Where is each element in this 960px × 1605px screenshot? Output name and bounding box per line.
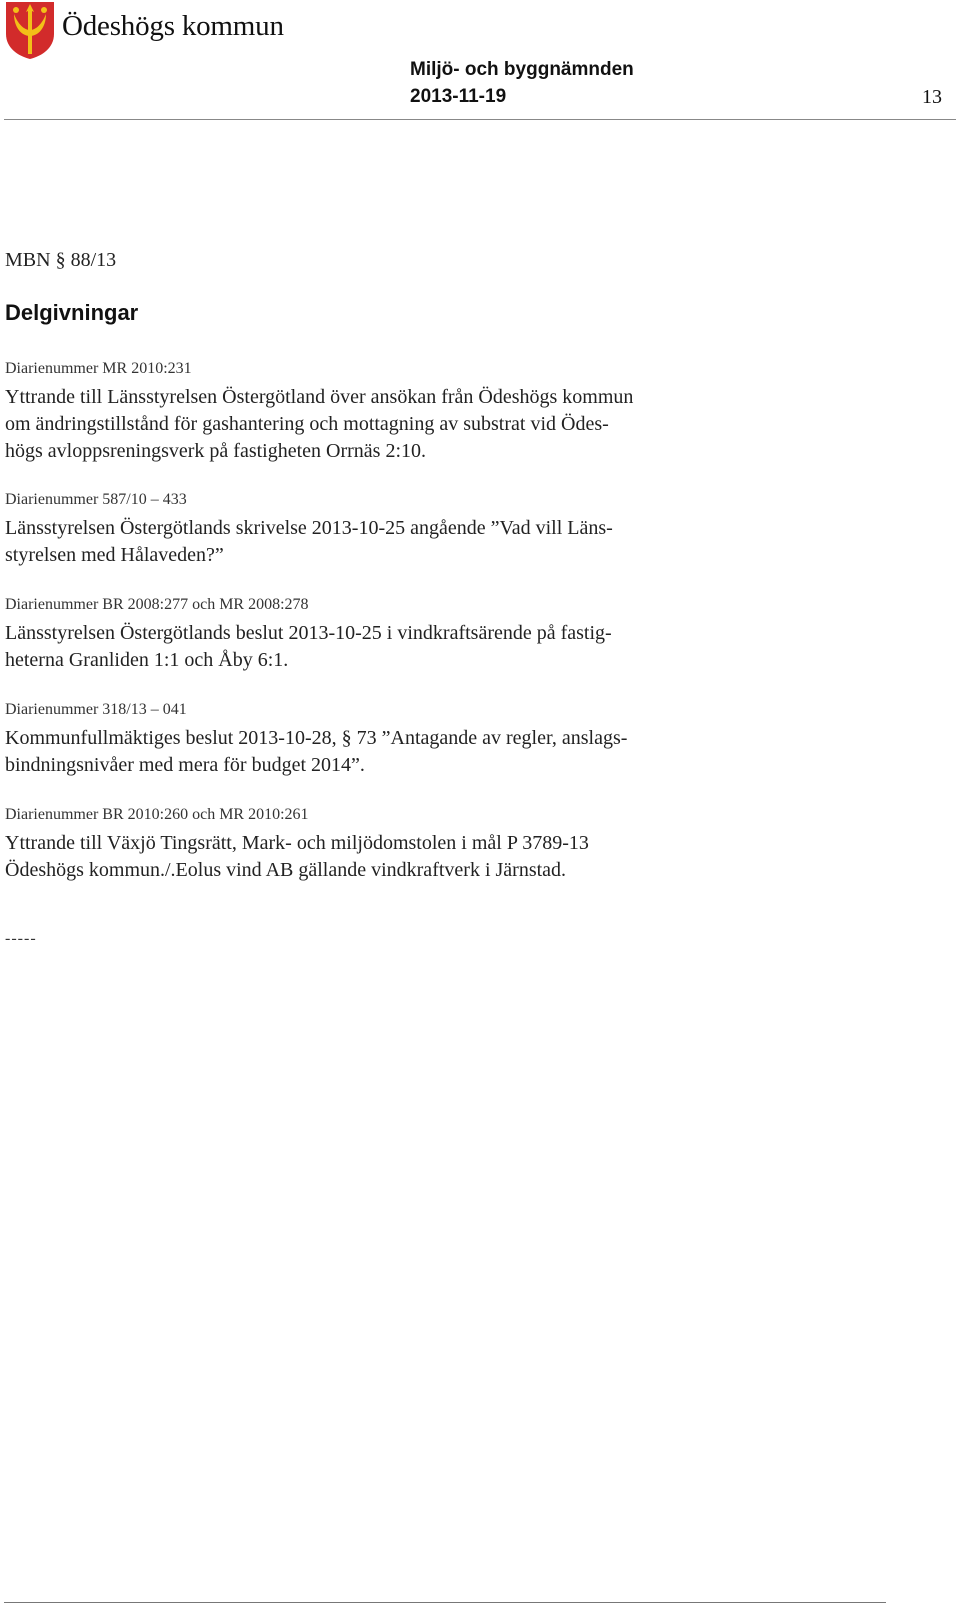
coat-of-arms-icon bbox=[4, 0, 56, 60]
notification-item bbox=[5, 805, 765, 884]
item-text bbox=[5, 830, 765, 884]
item-diarienummer: Diarienummer 318/13 – 041 bbox=[5, 701, 187, 718]
item-line: Länsstyrelsen Östergötlands skrivelse 2013-10-25 angående ”Vad vill Läns- bbox=[5, 517, 613, 539]
item-diarienummer: Diarienummer BR 2010:260 och MR 2010:261 bbox=[5, 806, 309, 823]
item-line: Yttrande till Växjö Tingsrätt, Mark- och miljödomstolen i mål P 3789-13 bbox=[5, 832, 589, 854]
page-number: 13 bbox=[922, 86, 942, 108]
item-text bbox=[5, 384, 765, 465]
page-title: Delgivningar bbox=[5, 300, 139, 325]
board-name: Miljö- och byggnämnden bbox=[410, 59, 634, 80]
item-diarienummer: Diarienummer BR 2008:277 och MR 2008:278 bbox=[5, 596, 309, 613]
item-line: Ödeshögs kommun./.Eolus vind AB gällande vindkraftverk i Järnstad. bbox=[5, 859, 567, 881]
municipality-name: Ödeshögs kommun bbox=[62, 10, 284, 42]
item-line: bindningsnivåer med mera för budget 2014”. bbox=[5, 754, 365, 776]
notification-item bbox=[5, 490, 765, 569]
notification-item bbox=[5, 359, 765, 465]
municipality-logo bbox=[4, 0, 56, 60]
item-line: styrelsen med Hålaveden?” bbox=[5, 544, 224, 566]
item-line: heterna Granliden 1:1 och Åby 6:1. bbox=[5, 649, 289, 671]
item-text bbox=[5, 620, 765, 674]
item-line: om ändringstillstånd för gashantering och mottagning av substrat vid Ödes- bbox=[5, 413, 609, 435]
section-separator: ----- bbox=[5, 930, 37, 947]
item-diarienummer: Diarienummer MR 2010:231 bbox=[5, 360, 192, 377]
notification-item bbox=[5, 700, 765, 779]
case-reference: MBN § 88/13 bbox=[5, 249, 117, 271]
meeting-date: 2013-11-19 bbox=[410, 86, 507, 107]
item-text bbox=[5, 725, 765, 779]
item-text bbox=[5, 515, 765, 569]
item-diarienummer: Diarienummer 587/10 – 433 bbox=[5, 491, 187, 508]
item-line: Kommunfullmäktiges beslut 2013-10-28, § 73 ”Antagande av regler, anslags- bbox=[5, 727, 628, 749]
item-line: Yttrande till Länsstyrelsen Östergötland över ansökan från Ödeshögs kommun bbox=[5, 386, 634, 408]
notification-item bbox=[5, 595, 765, 674]
header-divider bbox=[4, 119, 956, 120]
item-line: högs avloppsreningsverk på fastigheten Orrnäs 2:10. bbox=[5, 440, 427, 462]
item-line: Länsstyrelsen Östergötlands beslut 2013-10-25 i vindkraftsärende på fastig- bbox=[5, 622, 612, 644]
footer-divider bbox=[4, 1602, 886, 1603]
